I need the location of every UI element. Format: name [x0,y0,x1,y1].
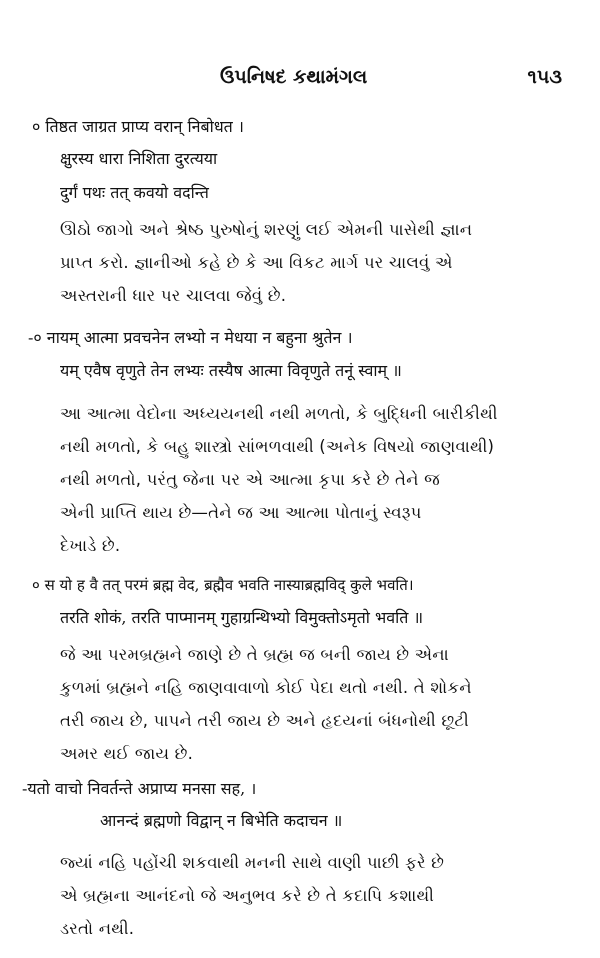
commentary-line: તરી જાય છે, પાપને તરી જાય છે અને હૃદયનાં બંધનોથી છૂટી [60,711,469,730]
verse-line: ० तिष्ठत जाग्रत प्राप्य वरान् निबोधत । [32,117,244,136]
commentary-line: અમર થઈ જાય છે. [60,744,194,763]
verse-line: आनन्दं ब्रह्मणो विद्वान् न बिभेति कदाचन ॥ [100,811,343,830]
commentary-line: દેખાડે છે. [60,536,121,555]
commentary-line: નથી મળતો, પરંતુ જેના પર એ આત્મા કૃપા કરે છે તેને જ [60,470,440,489]
commentary-line: જ્યાં નહિ પહોંચી શકવાથી મનની સાથે વાણી પાછી ફરે છે [60,853,445,872]
verse-line: -यतो वाचो निवर्तन्ते अप्राप्य मनसा सह, । [22,779,257,798]
commentary-line: એ બ્રહ્મના આનંદનો જે અનુભવ કરે છે તે કદાપિ કશાથી [60,886,435,905]
commentary-line: એની પ્રાપ્તિ થાય છે—તેને જ આ આત્મા પોતાનું સ્વરૂપ [60,503,422,522]
page-header [0,66,600,96]
commentary-line: જે આ પરમબ્રહ્મને જાણે છે તે બ્રહ્મ જ બની જાય છે એના [60,645,449,664]
page-number: ૧૫૩ [527,66,562,88]
verse-line: तरति शोकं, तरति पाप्मानम् गुहाग्रन्थिभ्यो विमुक्तोऽमृतो भवति ॥ [60,608,424,627]
verse-line: ० स यो ह वै तत् परमं ब्रह्म वेद, ब्रह्मैव भवति नास्याब्रह्मविद् कुले भवति। [32,576,414,594]
commentary-line: આ આત્મા વેદોના અધ્યયનથી નથી મળતો, કે બુદ્ધિની બારીકીથી [60,404,498,423]
running-title: ઉપનિષદ કથામંગલ [220,66,368,88]
commentary-line: ઊઠો જાગો અને શ્રેષ્ઠ પુરુષોનું શરણું લઈ એમની પાસેથી જ્ઞાન [60,220,473,239]
commentary-line: અસ્તરાની ધાર પર ચાલવા જેવું છે. [60,286,287,305]
verse-line: दुर्गं पथः तत् कवयो वदन्ति [60,183,209,202]
verse-line: क्षुरस्य धारा निशिता दुरत्यया [60,149,218,168]
verse-line: यम् एवैष वृणुते तेन लभ्यः तस्यैष आत्मा विवृणुते तनूं स्वाम् ॥ [60,361,402,380]
commentary-line: કુળમાં બ્રહ્મને નહિ જાણવાવાળો કોઈ પેદા થતો નથી. તે શોકને [60,678,472,697]
verse-line: -० नायम् आत्मा प्रवचनेन लभ्यो न मेधया न बहुना श्रुतेन । [28,328,353,347]
commentary-line: નથી મળતો, કે બહુ શાસ્ત્રો સાંભળવાથી (અનેક વિષયો જાણવાથી) [60,437,495,456]
commentary-line: ડરતો નથી. [60,919,135,938]
commentary-line: પ્રાપ્ત કરો. જ્ઞાનીઓ કહે છે કે આ વિકટ માર્ગ પર ચાલવું એ [60,253,453,272]
